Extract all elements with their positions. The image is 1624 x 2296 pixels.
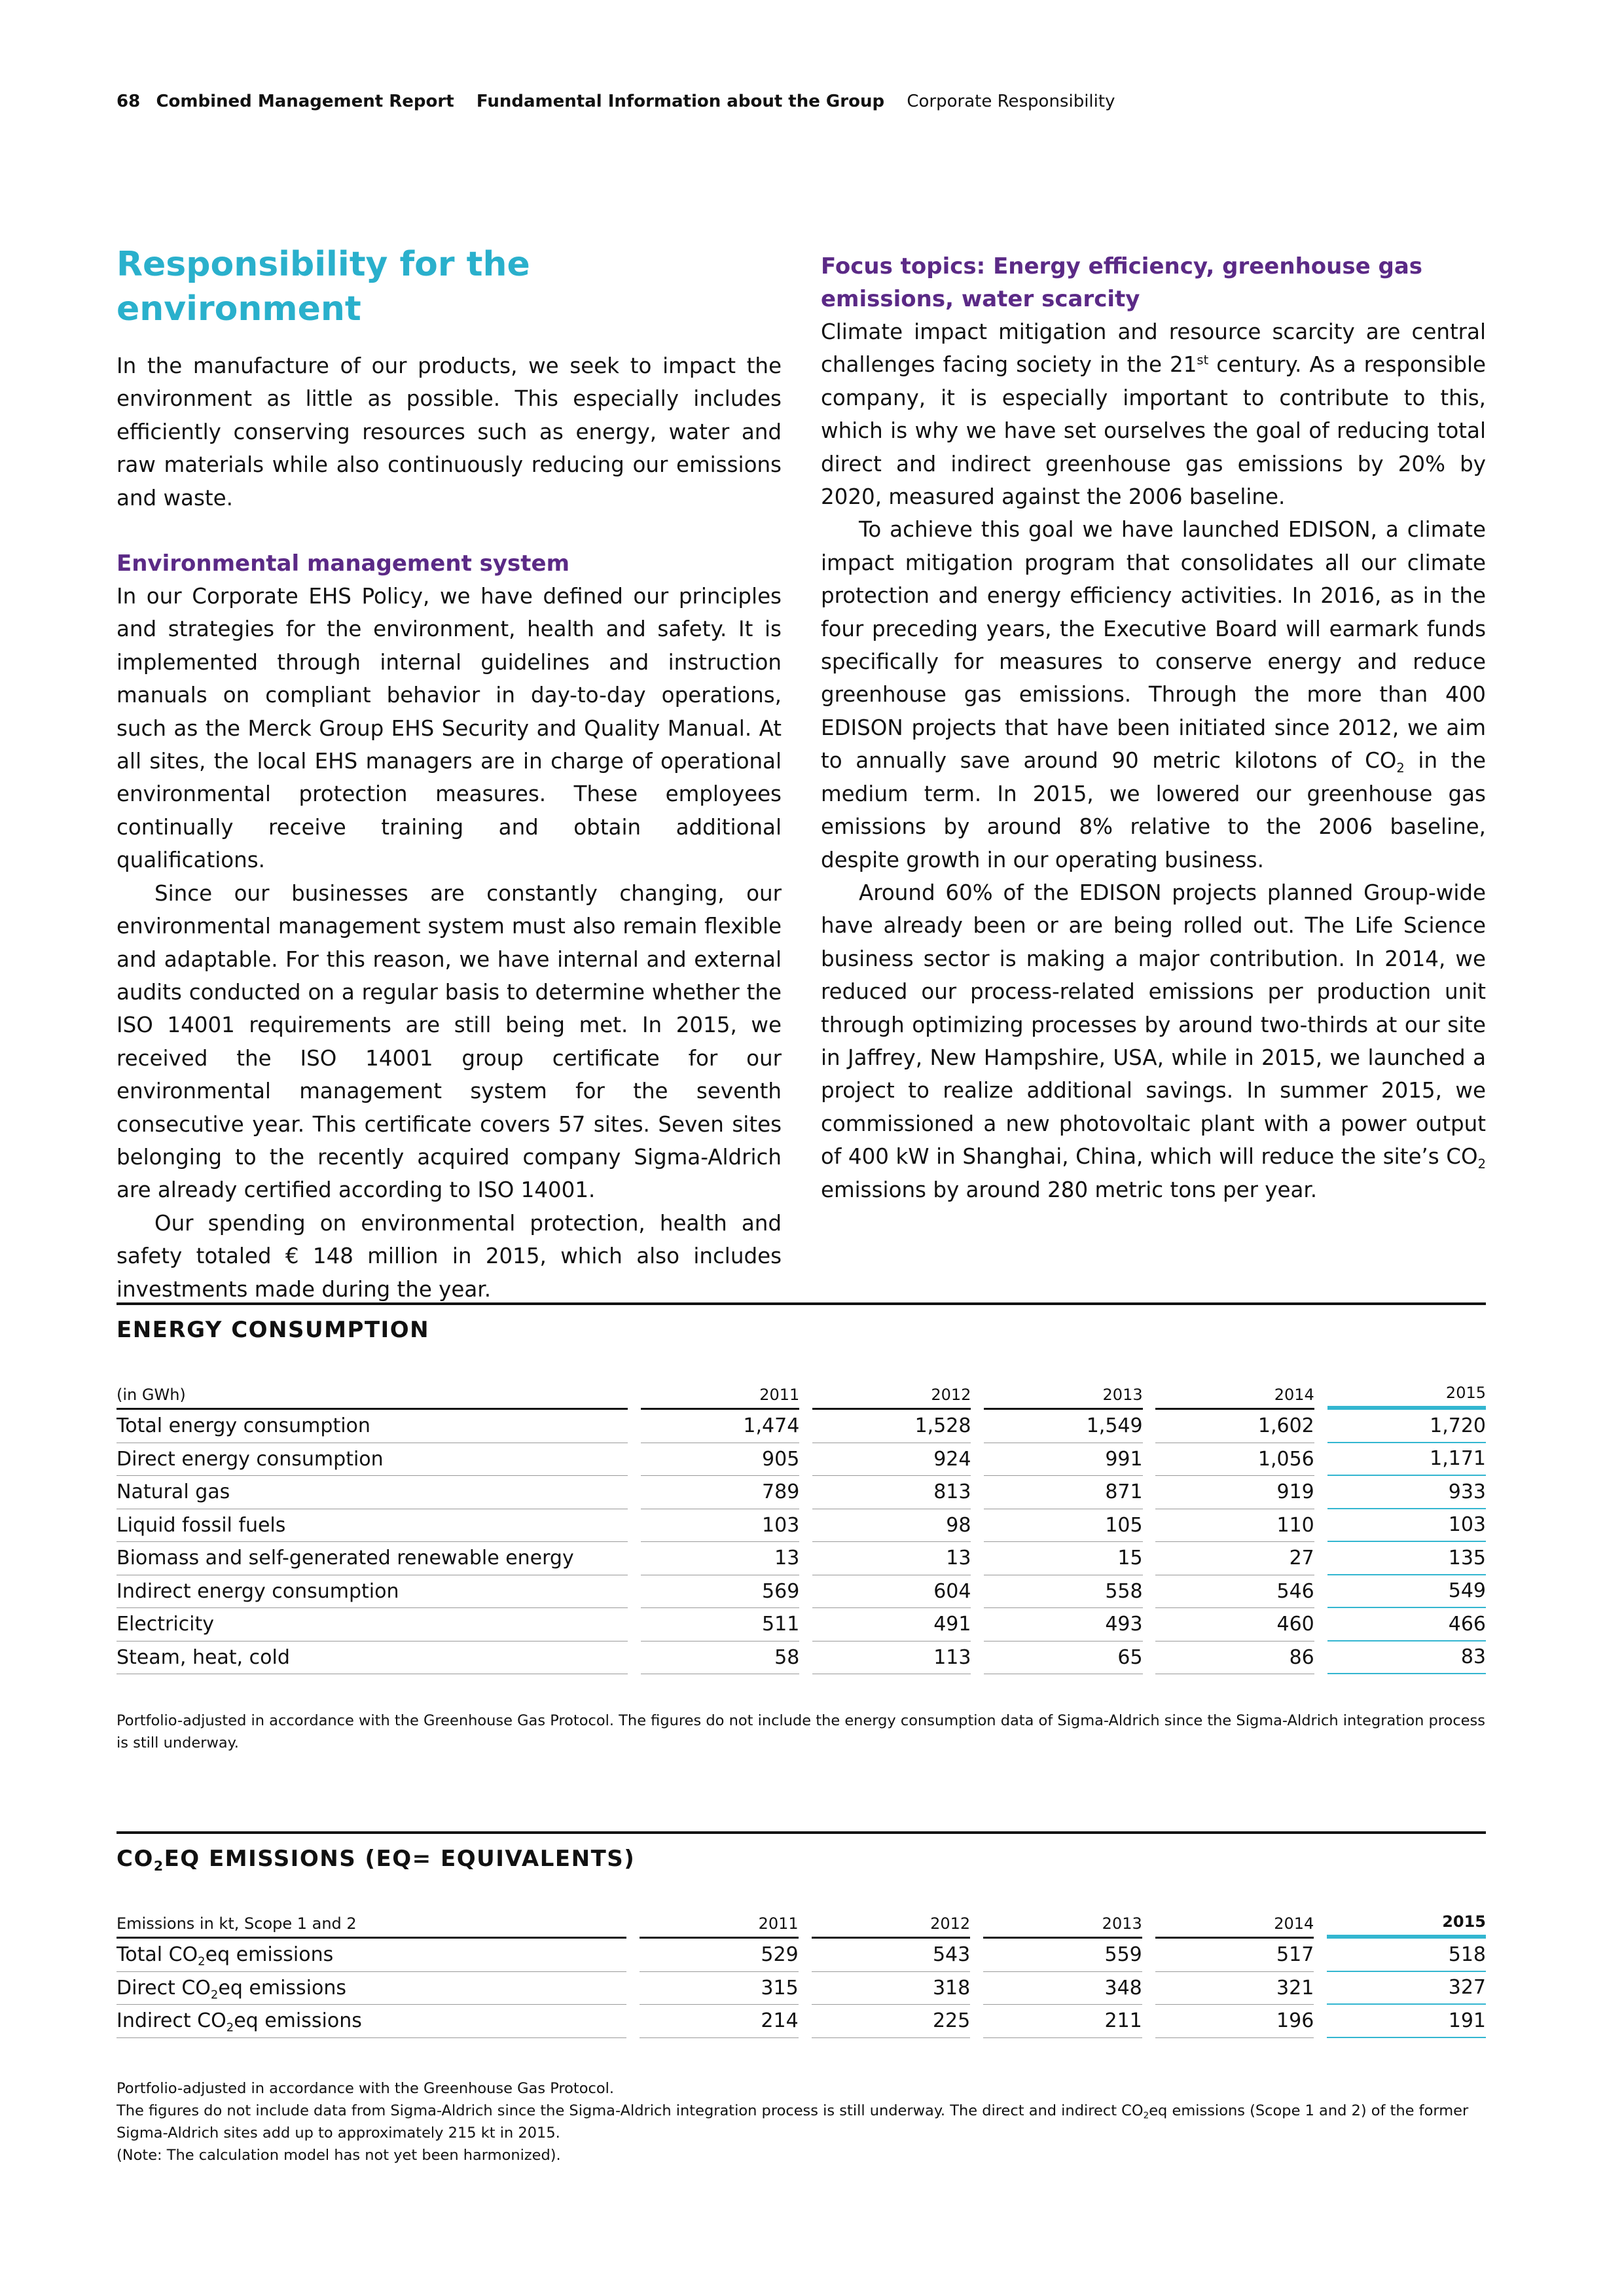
row-label: Direct energy consumption [117,1443,628,1477]
energy-footnote: Portfolio-adjusted in accordance with the Greenhouse Gas Protocol. The figures do not include the energy consumption data of Sigma-Aldrich since the Sigma-Aldrich integration process is still underway. [117,1712,1485,1751]
cell: 191 [1327,2005,1486,2038]
cell: 517 [1155,1939,1314,1972]
row-label: Liquid fossil fuels [117,1509,628,1543]
emissions-note-1: Portfolio-adjusted in accordance with the Greenhouse Gas Protocol. [117,2079,615,2097]
cell: 348 [983,1972,1142,2005]
cell: 98 [812,1509,971,1543]
unit-label: Emissions in kt, Scope 1 and 2 [117,1911,626,1939]
cell: 321 [1155,1972,1314,2005]
cell: 933 [1327,1476,1486,1509]
cell: 27 [1155,1542,1314,1575]
row-label: Biomass and self-generated renewable energy [117,1542,628,1575]
cell: 327 [1327,1972,1486,2005]
cell: 214 [640,2005,799,2038]
header-section: Combined Management Report [156,92,454,111]
cell: 110 [1155,1509,1314,1543]
cell: 529 [640,1939,799,1972]
year-header: 2015 [1327,1382,1486,1410]
row-label: Total energy consumption [117,1410,628,1443]
energy-consumption-section [117,1302,1486,1754]
cell: 559 [983,1939,1142,1972]
table-row [117,1972,1486,2005]
cell: 1,171 [1327,1443,1486,1477]
row-label: Electricity [117,1608,628,1641]
cell: 13 [641,1542,799,1575]
energy-consumption-table [117,1382,1486,1674]
year-header: 2012 [812,1382,971,1410]
cell: 604 [812,1575,971,1609]
emissions-table-title: $CO_2EQ$ EMISSIONS (EQ= EQUIVALENTS) [117,1846,636,1874]
cell: 919 [1155,1476,1314,1509]
row-label: Natural gas [117,1476,628,1509]
cell: 315 [640,1972,799,2005]
co2-emissions-section [117,1831,1486,2166]
ems-paragraph-3: Our spending on environmental protection, health and safety totaled € 148 million in 2015, which also includes investments made during the year. [117,1210,782,1302]
year-header: 2013 [984,1382,1142,1410]
cell: 924 [812,1443,971,1477]
cell: 318 [812,1972,971,2005]
cell: 460 [1155,1608,1314,1641]
co2-emissions-table [117,1911,1486,2038]
cell: 103 [641,1509,799,1543]
year-header: 2012 [812,1911,971,1939]
cell: 466 [1327,1608,1486,1641]
row-label: Direct $CO_2eq$ emissions [117,1972,626,2005]
year-header: 2014 [1155,1382,1314,1410]
table-row [117,1641,1486,1675]
cell: 491 [812,1608,971,1641]
ems-heading: Environmental management system [117,550,570,577]
cell: 518 [1327,1939,1486,1972]
cell: 1,056 [1155,1443,1314,1477]
cell: 211 [983,2005,1142,2038]
focus-paragraph-3: Around 60% of the EDISON projects planned Group-wide have already been or are being rolled out. The Life Science business sector is making a major contribution. In 2014, we reduced our process-related emissions per production unit through optimizing processes by around two-thirds at our site in Jaffrey, New Hampshire, USA, while in 2015, we launched a project to realize additional savings. In summer 2015, we commissioned a new photovoltaic plant with a power output of 400 kW in Shanghai, China, which will reduce the site’s $CO_2$ emissions by around 280 metric tons per year. [821,880,1486,1202]
year-header: 2011 [641,1382,799,1410]
cell: 225 [812,2005,971,2038]
cell: 86 [1155,1641,1314,1675]
focus-paragraph-2: To achieve this goal we have launched EDISON, a climate impact mitigation program that consolidates all our climate protection and energy efficiency activities. In 2016, as in the four preceding years, the Executive Board will earmark funds specifically for measures to conserve energy and reduce greenhouse gas emissions. Through the more than 400 EDISON projects that have been initiated since 2012, we aim to annually save around 90 metric kilotons of $CO_2$ in the medium term. In 2015, we lowered our greenhouse gas emissions by around 8% relative to the 2006 baseline, despite growth in our operating business. [821,517,1486,872]
table-row [117,1476,1486,1509]
emissions-note-2: The figures do not include data from Sigma-Aldrich since the Sigma-Aldrich integration process is still underway. The direct and indirect $CO_2eq$ emissions (Scope 1 and 2) of the former Sigma-Aldrich sites add up to approximately 215 kt in 2015. [117,2102,1469,2142]
table-top-rule [117,1302,1486,1305]
ems-paragraph-1: In our Corporate EHS Policy, we have defined our principles and strategies for the environment, health and safety. It is implemented through internal guidelines and instruction manuals on compliant behavior in day-to-day operations, such as the Merck Group EHS Security and Quality Manual. At all sites, the local EHS managers are in charge of operational environmental protection measures. These employees continually receive training and obtain additional qualifications. [117,584,782,873]
cell: 546 [1155,1575,1314,1609]
table-row [117,1542,1486,1575]
cell: 196 [1155,2005,1314,2038]
cell: 558 [984,1575,1142,1609]
row-label: Indirect energy consumption [117,1575,628,1609]
table-row [117,1443,1486,1477]
cell: 83 [1327,1641,1486,1675]
table-header-row [117,1911,1486,1939]
year-header: 2013 [983,1911,1142,1939]
ems-paragraph-2: Since our businesses are constantly changing, our environmental management system must also remain flexible and adaptable. For this reason, we have internal and external audits conducted on a regular basis to determine whether the ISO 14001 requirements are still being met. In 2015, we received the ISO 14001 group certificate for our environmental management system for the seventh consecutive year. This certificate covers 57 sites. Seven sites belonging to the recently acquired company Sigma-Aldrich are already certified according to ISO 14001. [117,880,782,1203]
cell: 813 [812,1476,971,1509]
cell: 543 [812,1939,971,1972]
section-title: Responsibility for the environment [117,245,530,329]
cell: 1,602 [1155,1410,1314,1443]
cell: 871 [984,1476,1142,1509]
cell: 1,720 [1327,1410,1486,1443]
cell: 105 [984,1509,1142,1543]
cell: 511 [641,1608,799,1641]
year-header: 2011 [640,1911,799,1939]
cell: 1,528 [812,1410,971,1443]
cell: 569 [641,1575,799,1609]
unit-label: (in GWh) [117,1382,628,1410]
emissions-footnote [117,2077,1486,2166]
cell: 789 [641,1476,799,1509]
cell: 135 [1327,1542,1486,1575]
cell: 1,549 [984,1410,1142,1443]
table-row [117,1939,1486,1972]
row-label: Steam, heat, cold [117,1641,628,1675]
page-number: 68 [117,92,141,111]
year-header: 2014 [1155,1911,1314,1939]
table-row [117,1608,1486,1641]
intro-paragraph: In the manufacture of our products, we seek to impact the environment as little as possible. This especially includes efficiently conserving resources such as energy, water and raw materials while also continuously reducing our emissions and waste. [117,353,782,511]
right-column [821,242,1486,1206]
left-column [117,242,782,1306]
cell: 905 [641,1443,799,1477]
table-row [117,1575,1486,1609]
cell: 991 [984,1443,1142,1477]
cell: 549 [1327,1575,1486,1609]
year-header: 2015 [1327,1911,1486,1939]
table-top-rule [117,1831,1486,1834]
cell: 58 [641,1641,799,1675]
header-chapter: Fundamental Information about the Group [476,92,885,111]
energy-table-title: ENERGY CONSUMPTION [117,1317,430,1343]
cell: 113 [812,1641,971,1675]
table-row [117,1410,1486,1443]
cell: 13 [812,1542,971,1575]
cell: 65 [984,1641,1142,1675]
cell: 15 [984,1542,1142,1575]
page-header [117,92,1115,111]
row-label: Total $CO_2eq$ emissions [117,1939,626,1972]
table-row [117,2005,1486,2038]
table-header-row [117,1382,1486,1410]
focus-heading: Focus topics: Energy efficiency, greenhouse gas emissions, water scarcity [821,253,1422,312]
table-row [117,1509,1486,1543]
cell: 103 [1327,1509,1486,1543]
row-label: Indirect $CO_2eq$ emissions [117,2005,626,2038]
header-topic: Corporate Responsibility [907,92,1115,111]
cell: 1,474 [641,1410,799,1443]
emissions-note-3: (Note: The calculation model has not yet been harmonized). [117,2146,561,2164]
cell: 493 [984,1608,1142,1641]
focus-paragraph-1: Climate impact mitigation and resource scarcity are central challenges facing society in the 21st century. As a responsible company, it is especially important to contribute to this, which is why we have set ourselves the goal of reducing total direct and indirect greenhouse gas emissions by 20% by 2020, measured against the 2006 baseline. [821,319,1486,510]
